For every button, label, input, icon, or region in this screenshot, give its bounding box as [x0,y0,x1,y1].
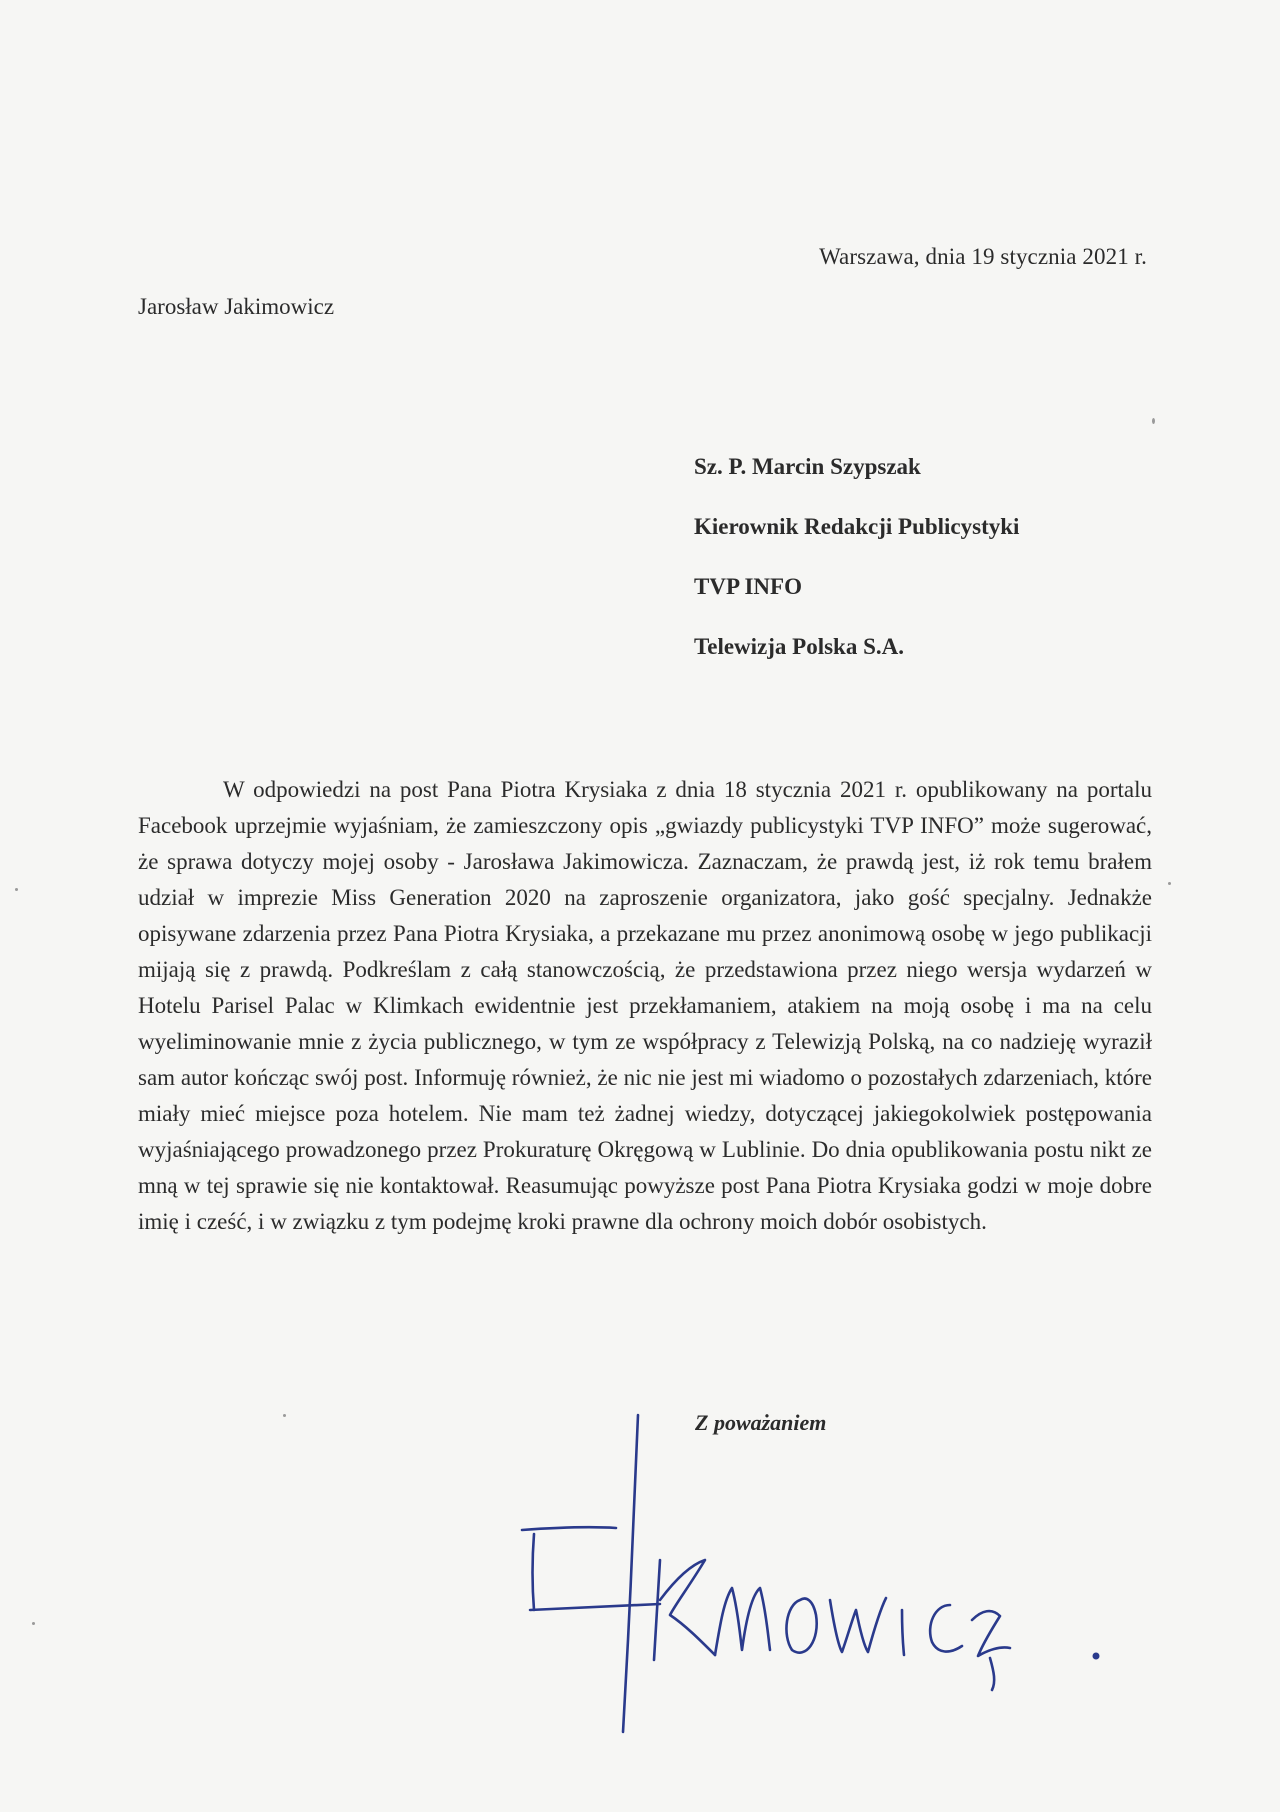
paper-speck [1152,418,1155,424]
letter-body [138,772,1152,1240]
paper-speck [1168,882,1171,885]
paper-speck [15,888,18,891]
recipient-position: Kierownik Redakcji Publicystyki [694,514,1020,539]
recipient-company: Telewizja Polska S.A. [694,634,904,659]
recipient-department: TVP INFO [694,574,802,599]
paper-speck [32,1622,35,1625]
handwritten-signature [510,1410,1190,1740]
paper-speck [283,1414,286,1417]
sender-name: Jarosław Jakimowicz [138,294,335,319]
place-date: Warszawa, dnia 19 stycznia 2021 r. [819,244,1147,269]
closing-salutation: Z poważaniem [695,1410,827,1435]
body-paragraph: W odpowiedzi na post Pana Piotra Krysiaka z dnia 18 stycznia 2021 r. opublikowany na portalu Facebook uprzejmie wyjaśniam, że zamieszczony opis „gwiazdy publicystyki TVP INFO” może sugerować, że sprawa dotyczy mojej osoby - Jarosława Jakimowicza. Zaznaczam, że prawdą jest, iż rok temu brałem udział w imprezie Miss Generation 2020 na zaproszenie organizatora, jako gość specjalny. Jednakże opisywane zdarzenia przez Pana Piotra Krysiaka, a przekazane mu przez anonimową osobę w jego publikacji mijają się z prawdą. Podkreślam z całą stanowczością, że przedstawiona przez niego wersja wydarzeń w Hotelu Parisel Palac w Klimkach ewidentnie jest przekłamaniem, atakiem na moją osobę i ma na celu wyeliminowanie mnie z życia publicznego, w tym ze współpracy z Telewizją Polską, na co nadzieję wyraził sam autor kończąc swój post. Informuję również, że nic nie jest mi wiadomo o pozostałych zdarzeniach, które miały mieć miejsce poza hotelem. Nie mam też żadnej wiedzy, dotyczącej jakiegokolwiek postępowania wyjaśniającego prowadzonego przez Prokuraturę Okręgową w Lublinie. Do dnia opublikowania postu nikt ze mną w tej sprawie się nie kontaktował. Reasumując powyższe post Pana Piotra Krysiaka godzi w moje dobre imię i cześć, i w związku z tym podejmę kroki prawne dla ochrony moich dobór osobistych. [138,777,1152,1234]
recipient-block [694,452,1019,692]
recipient-name: Sz. P. Marcin Szypszak [694,454,921,479]
